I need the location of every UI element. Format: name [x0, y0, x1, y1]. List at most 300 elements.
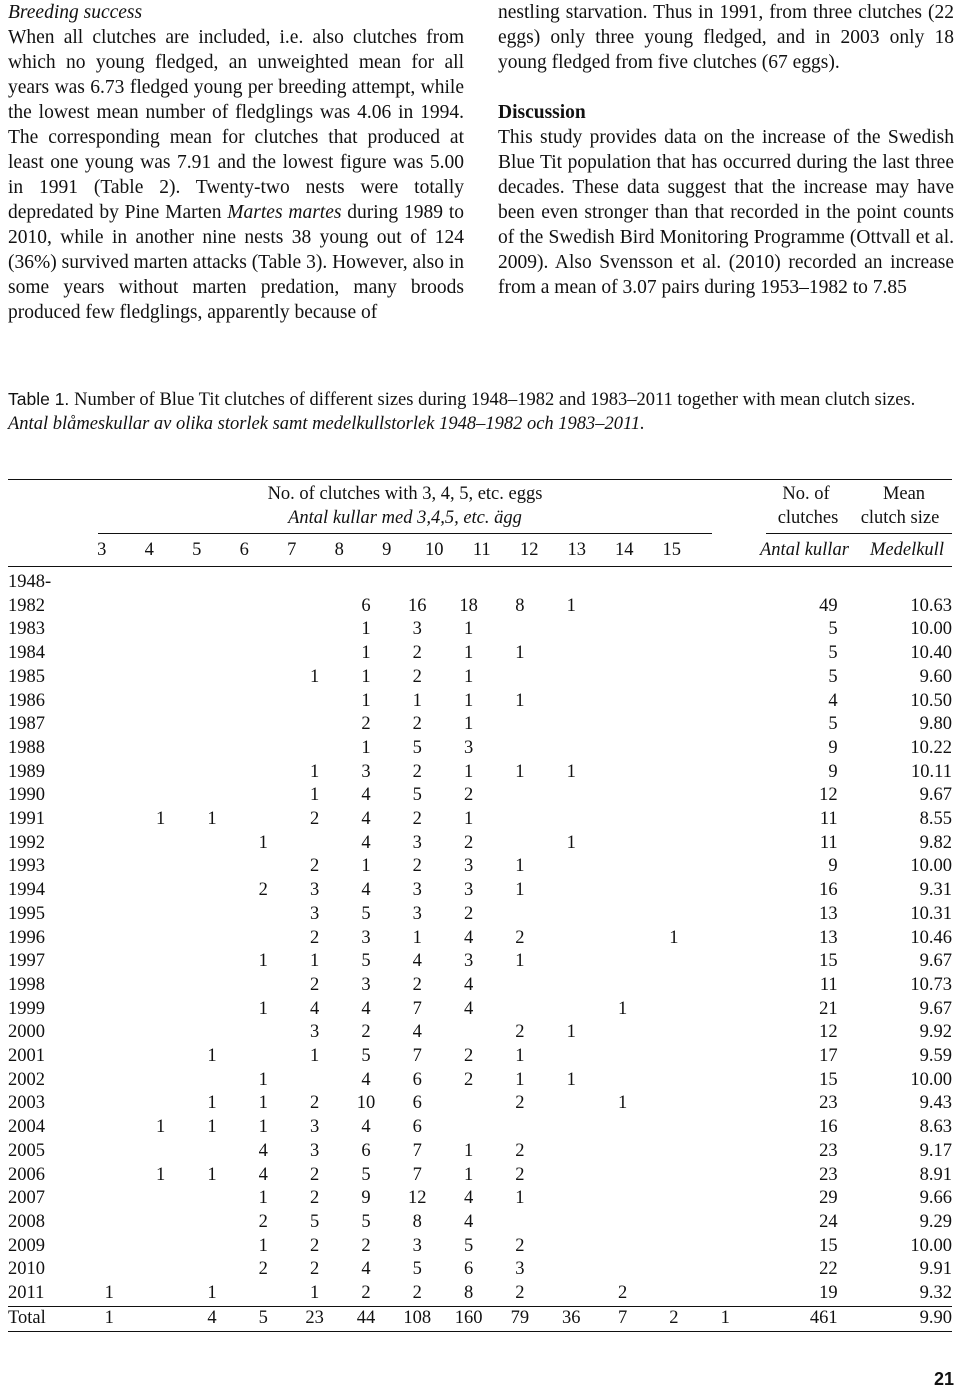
- total-count-cell: [135, 1306, 186, 1331]
- count-cell: 4: [361, 1117, 371, 1138]
- count-cell: 1: [309, 1283, 320, 1304]
- total-clutch-count: 461: [809, 1307, 838, 1328]
- count-cell: 1: [156, 809, 166, 830]
- count-cell: [84, 1069, 135, 1093]
- count-cell: [648, 618, 699, 642]
- count-cell: 1: [617, 998, 628, 1019]
- clutch-count-cell: 4: [828, 690, 838, 711]
- count-cell: [648, 761, 699, 785]
- caption-english-text: Number of Blue Tit clutches of different sizes during 1948–1982 and 1983–2011 together with mean clutch sizes.: [74, 390, 916, 410]
- header-count-swedish: Antal kullar: [760, 540, 849, 560]
- mean-clutch-size-cell: 10.00: [910, 619, 952, 640]
- table-row: [8, 1187, 952, 1211]
- count-cell: [186, 713, 237, 737]
- year-cell: 1992: [8, 832, 45, 853]
- clutch-count-cell: 16: [819, 1117, 838, 1138]
- clutch-count-cell: 12: [819, 785, 838, 806]
- count-cell: 2: [515, 1164, 525, 1185]
- count-cell: [700, 761, 751, 785]
- clutch-count-cell: 16: [819, 880, 838, 901]
- count-cell: 2: [309, 1188, 320, 1209]
- count-cell: [494, 903, 545, 927]
- count-cell: 1: [412, 927, 422, 948]
- total-count-cell: 1: [720, 1307, 730, 1328]
- clutch-count-cell: 29: [819, 1188, 838, 1209]
- mean-clutch-size-cell: 9.29: [919, 1211, 952, 1232]
- count-cell: [648, 1069, 699, 1093]
- count-cell: 8: [515, 595, 525, 616]
- count-cell: 10: [356, 1093, 376, 1114]
- count-cell: [238, 903, 289, 927]
- count-cell: 1: [566, 1069, 576, 1090]
- mean-clutch-size-cell: 9.92: [919, 1022, 952, 1043]
- count-cell: [135, 832, 186, 856]
- count-cell: 3: [309, 903, 320, 924]
- count-cell: 2: [412, 809, 422, 830]
- count-cell: 2: [412, 643, 422, 664]
- count-cell: 4: [361, 809, 371, 830]
- count-cell: 5: [412, 1259, 422, 1280]
- count-cell: [546, 1045, 597, 1069]
- count-cell: 2: [515, 1235, 525, 1256]
- mean-clutch-size-cell: 9.60: [919, 666, 952, 687]
- clutch-size-col-9: 9: [382, 540, 392, 560]
- count-cell: [238, 927, 289, 951]
- count-cell: 2: [463, 1069, 474, 1090]
- count-cell: 8: [412, 1211, 422, 1232]
- count-cell: [648, 974, 699, 998]
- count-cell: 4: [463, 1211, 474, 1232]
- count-cell: [700, 1187, 751, 1211]
- count-cell: [700, 927, 751, 951]
- clutch-count-cell: 13: [819, 927, 838, 948]
- count-cell: [186, 737, 237, 761]
- table-row: [8, 1211, 952, 1235]
- count-cell: [135, 713, 186, 737]
- year-cell: 2010: [8, 1259, 45, 1280]
- count-cell: [546, 1235, 597, 1259]
- count-cell: 2: [258, 880, 268, 901]
- total-count-cell: 23: [305, 1307, 324, 1328]
- table-row: [8, 1069, 952, 1093]
- count-cell: [186, 950, 237, 974]
- count-cell: [494, 737, 545, 761]
- count-cell: [135, 761, 186, 785]
- mean-clutch-size-cell: 9.66: [919, 1188, 952, 1209]
- count-cell: 4: [361, 1259, 371, 1280]
- count-cell: 1: [361, 737, 371, 758]
- count-cell: 5: [361, 903, 371, 924]
- count-cell: [84, 1187, 135, 1211]
- breeding-success-paragraph: [8, 25, 464, 325]
- count-cell: [84, 737, 135, 761]
- count-cell: [84, 1092, 135, 1116]
- count-cell: 1: [258, 1235, 268, 1256]
- header-mean-line1: Mean: [882, 484, 926, 504]
- count-cell: [84, 950, 135, 974]
- table-row: [8, 1258, 952, 1282]
- count-cell: [700, 855, 751, 879]
- year-cell: 2000: [8, 1022, 45, 1043]
- count-cell: [700, 666, 751, 690]
- count-cell: [186, 666, 237, 690]
- count-cell: 1: [515, 1069, 525, 1090]
- count-cell: 3: [309, 880, 320, 901]
- count-cell: 1: [463, 1140, 474, 1161]
- count-cell: 1: [566, 761, 576, 782]
- table-body: [8, 571, 952, 1332]
- count-cell: 3: [412, 1235, 422, 1256]
- table-row: [8, 713, 952, 737]
- count-cell: 3: [463, 951, 474, 972]
- mean-clutch-size-cell: 10.00: [910, 1069, 952, 1090]
- count-cell: [546, 950, 597, 974]
- table-row: [8, 1235, 952, 1259]
- count-cell: 12: [408, 1188, 427, 1209]
- count-cell: 1: [361, 643, 371, 664]
- year-cell: 1998: [8, 974, 45, 995]
- table-row: [8, 1092, 952, 1116]
- count-cell: [494, 998, 545, 1022]
- count-cell: [597, 1140, 648, 1164]
- clutch-size-col-4: 4: [144, 540, 154, 560]
- year-cell: 2006: [8, 1164, 45, 1185]
- count-cell: 5: [361, 1046, 371, 1067]
- count-cell: 2: [309, 1164, 320, 1185]
- count-cell: 1: [309, 761, 320, 782]
- year-cell: 1994: [8, 880, 45, 901]
- count-cell: 4: [463, 974, 474, 995]
- count-cell: [84, 1021, 135, 1045]
- count-cell: [597, 1235, 648, 1259]
- count-cell: [238, 618, 289, 642]
- count-cell: 1: [207, 809, 217, 830]
- mean-clutch-size-cell: 9.67: [919, 785, 952, 806]
- count-cell: 2: [412, 856, 422, 877]
- clutch-count-cell: 22: [819, 1259, 838, 1280]
- count-cell: [597, 690, 648, 714]
- count-cell: 2: [515, 1022, 525, 1043]
- count-cell: [186, 1021, 237, 1045]
- count-cell: 6: [361, 595, 371, 616]
- count-cell: [186, 784, 237, 808]
- count-cell: [648, 950, 699, 974]
- year-cell: 2009: [8, 1235, 45, 1256]
- count-cell: [135, 1069, 186, 1093]
- mean-clutch-size-cell: 10.50: [910, 690, 952, 711]
- count-cell: [648, 690, 699, 714]
- count-cell: [597, 1045, 648, 1069]
- mean-clutch-size-cell: 9.67: [919, 951, 952, 972]
- total-count-cell: 1: [104, 1307, 114, 1328]
- count-cell: 4: [412, 1022, 422, 1043]
- count-cell: [135, 950, 186, 974]
- count-cell: [700, 1092, 751, 1116]
- count-cell: [238, 855, 289, 879]
- count-cell: 3: [463, 737, 474, 758]
- clutch-count-cell: 23: [819, 1093, 838, 1114]
- count-cell: 4: [463, 998, 474, 1019]
- count-cell: 2: [463, 1046, 474, 1067]
- count-cell: [648, 903, 699, 927]
- count-cell: 7: [412, 1164, 422, 1185]
- count-cell: [186, 1140, 237, 1164]
- count-cell: [135, 1187, 186, 1211]
- count-cell: [289, 1069, 340, 1093]
- count-cell: [289, 713, 340, 737]
- count-cell: 1: [309, 666, 320, 687]
- total-row: [8, 1306, 952, 1331]
- count-cell: 1: [515, 1046, 525, 1067]
- count-cell: [700, 1116, 751, 1140]
- caption-swedish: Antal blåmeskullar av olika storlek samt medelkullstorlek 1948–1982 och 1983–2011.: [8, 414, 645, 434]
- count-cell: 4: [463, 1188, 474, 1209]
- table-row: [8, 1021, 952, 1045]
- count-cell: [597, 832, 648, 856]
- count-cell: 1: [463, 714, 474, 735]
- count-cell: 5: [361, 1211, 371, 1232]
- clutch-count-cell: 11: [819, 809, 838, 830]
- count-cell: 1: [207, 1164, 217, 1185]
- clutch-count-cell: 5: [828, 619, 838, 640]
- table-row: [8, 808, 952, 832]
- count-cell: [84, 666, 135, 690]
- count-cell: [494, 713, 545, 737]
- count-cell: [597, 927, 648, 951]
- mean-clutch-size-cell: 10.00: [910, 1235, 952, 1256]
- count-cell: 2: [515, 927, 525, 948]
- count-cell: [238, 808, 289, 832]
- count-cell: [648, 1187, 699, 1211]
- count-cell: [135, 903, 186, 927]
- count-cell: [597, 974, 648, 998]
- year-cell: 1991: [8, 809, 45, 830]
- count-cell: 1: [207, 1117, 217, 1138]
- count-cell: 6: [463, 1259, 474, 1280]
- count-cell: 1: [463, 761, 474, 782]
- count-cell: [289, 642, 340, 666]
- table-row: [8, 642, 952, 666]
- count-cell: [648, 595, 699, 619]
- count-cell: 5: [412, 785, 422, 806]
- clutch-count-cell: 17: [819, 1046, 838, 1067]
- year-cell: 1989: [8, 761, 45, 782]
- count-cell: [597, 784, 648, 808]
- count-cell: 1: [258, 832, 268, 853]
- count-cell: [186, 1069, 237, 1093]
- count-cell: 6: [412, 1069, 422, 1090]
- count-cell: 1: [515, 951, 525, 972]
- year-cell: 1984: [8, 643, 45, 664]
- count-cell: [238, 666, 289, 690]
- count-cell: [135, 1258, 186, 1282]
- count-cell: 2: [412, 974, 422, 995]
- count-cell: [135, 784, 186, 808]
- total-count-cell: 108: [403, 1307, 432, 1328]
- count-cell: [135, 1282, 186, 1306]
- count-cell: [546, 1211, 597, 1235]
- count-cell: [443, 1092, 494, 1116]
- count-cell: [84, 761, 135, 785]
- count-cell: 1: [361, 690, 371, 711]
- count-cell: [186, 903, 237, 927]
- mean-clutch-size-cell: 10.31: [910, 903, 952, 924]
- count-cell: [135, 618, 186, 642]
- clutch-count-cell: 23: [819, 1164, 838, 1185]
- discussion-paragraph: This study provides data on the increase of the Swedish Blue Tit population that has occurred during the last three decades. These data suggest that the increase may have been even stronger than that recorded in the point counts of the Swedish Bird Monitoring Programme (Ottvall et al. 2009). Also Svensson et al. (2010) recorded an increase from a mean of 3.07 pairs during 1953–1982 to 7.85: [498, 127, 954, 298]
- count-cell: [546, 879, 597, 903]
- count-cell: 2: [309, 809, 320, 830]
- count-cell: 4: [309, 998, 320, 1019]
- count-cell: [597, 950, 648, 974]
- count-cell: [546, 1116, 597, 1140]
- count-cell: [494, 1211, 545, 1235]
- count-cell: 3: [309, 1140, 320, 1161]
- count-cell: 6: [412, 1093, 422, 1114]
- total-count-cell: 160: [454, 1307, 483, 1328]
- mean-clutch-size-cell: 9.59: [919, 1046, 952, 1067]
- total-count-cell: 36: [562, 1307, 581, 1328]
- header-summary-underline: [766, 533, 952, 534]
- clutch-count-cell: 19: [819, 1283, 838, 1304]
- table-row: [8, 1282, 952, 1306]
- year-cell: 1995: [8, 903, 45, 924]
- count-cell: 1: [361, 666, 371, 687]
- count-cell: [135, 974, 186, 998]
- count-cell: 2: [412, 714, 422, 735]
- count-cell: [597, 642, 648, 666]
- count-cell: 5: [361, 951, 371, 972]
- table-row: [8, 998, 952, 1022]
- mean-clutch-size-cell: 9.17: [919, 1140, 952, 1161]
- count-cell: 1: [617, 1093, 628, 1114]
- total-count-cell: 44: [356, 1307, 376, 1328]
- table-row: [8, 737, 952, 761]
- year-cell: 1990: [8, 785, 45, 806]
- mean-clutch-size-cell: 8.63: [919, 1117, 952, 1138]
- count-cell: [700, 832, 751, 856]
- count-cell: [700, 950, 751, 974]
- count-cell: [135, 595, 186, 619]
- count-cell: [84, 1045, 135, 1069]
- count-cell: 8: [463, 1283, 474, 1304]
- count-cell: [84, 713, 135, 737]
- count-cell: 6: [361, 1140, 371, 1161]
- clutch-count-cell: 21: [819, 998, 838, 1019]
- paragraph-gap: [498, 75, 954, 100]
- count-cell: 1: [566, 832, 576, 853]
- count-cell: [186, 1258, 237, 1282]
- count-cell: 2: [515, 1283, 525, 1304]
- count-cell: [700, 1235, 751, 1259]
- mean-clutch-size-cell: 9.91: [919, 1259, 952, 1280]
- mean-clutch-size-cell: 10.40: [910, 643, 952, 664]
- count-cell: [546, 618, 597, 642]
- count-cell: [135, 855, 186, 879]
- count-cell: 2: [412, 761, 422, 782]
- count-cell: [84, 595, 135, 619]
- count-cell: [84, 808, 135, 832]
- count-cell: 2: [309, 974, 320, 995]
- table-row: [8, 690, 952, 714]
- count-cell: [289, 618, 340, 642]
- count-cell: 1: [515, 761, 525, 782]
- year-cell: 1985: [8, 666, 45, 687]
- count-cell: [186, 618, 237, 642]
- table-header: [8, 479, 952, 571]
- count-cell: 5: [463, 1235, 474, 1256]
- count-cell: 2: [361, 1283, 371, 1304]
- table-row: [8, 784, 952, 808]
- count-cell: 1: [104, 1283, 114, 1304]
- count-cell: [700, 690, 751, 714]
- count-cell: [443, 1116, 494, 1140]
- count-cell: 2: [515, 1140, 525, 1161]
- count-cell: [700, 1021, 751, 1045]
- count-cell: [186, 832, 237, 856]
- count-cell: 1: [258, 998, 268, 1019]
- total-count-cell: 7: [617, 1307, 628, 1328]
- count-cell: 3: [515, 1259, 525, 1280]
- count-cell: 2: [258, 1211, 268, 1232]
- mean-clutch-size-cell: 9.80: [919, 714, 952, 735]
- count-cell: [597, 666, 648, 690]
- count-cell: [546, 808, 597, 832]
- page-number: 21: [933, 1369, 954, 1389]
- count-cell: 4: [258, 1164, 268, 1185]
- table-row: [8, 1140, 952, 1164]
- clutch-size-col-3: 3: [97, 540, 107, 560]
- count-cell: [597, 879, 648, 903]
- mean-clutch-size-cell: 10.63: [910, 595, 952, 616]
- count-cell: 2: [309, 856, 320, 877]
- clutch-count-cell: 5: [828, 714, 838, 735]
- year-cell: 1993: [8, 856, 45, 877]
- count-cell: 2: [361, 1022, 371, 1043]
- count-cell: [238, 1045, 289, 1069]
- paragraph-text-part-1: When all clutches are included, i.e. also clutches from which no young fledged, an unweighted mean for all years was 6.73 fledged young per breeding attempt, while the lowest mean number of fledglings was 4.06 in 1994. The corresponding mean for clutches that produced at least one young was 7.91 and the lowest figure was 5.00 in 1991 (Table 2). Twenty-two nests were totally depredated by Pine Marten: [8, 27, 464, 223]
- count-cell: [135, 879, 186, 903]
- count-cell: [238, 784, 289, 808]
- count-cell: [546, 855, 597, 879]
- count-cell: [494, 808, 545, 832]
- count-cell: [546, 903, 597, 927]
- count-cell: 1: [309, 785, 320, 806]
- year-cell: 2001: [8, 1046, 45, 1067]
- count-cell: [135, 642, 186, 666]
- clutch-count-cell: 5: [828, 666, 838, 687]
- count-cell: [597, 1021, 648, 1045]
- count-cell: 1: [669, 927, 679, 948]
- count-cell: [597, 855, 648, 879]
- count-cell: 1: [309, 1046, 320, 1067]
- clutch-size-col-6: 6: [239, 540, 249, 560]
- species-latin-name: Martes martes: [227, 202, 342, 223]
- count-cell: [84, 998, 135, 1022]
- count-cell: [238, 761, 289, 785]
- clutch-count-cell: 5: [828, 643, 838, 664]
- year-cell: 1982: [8, 595, 45, 616]
- count-cell: [648, 1211, 699, 1235]
- count-cell: [238, 1021, 289, 1045]
- count-cell: [494, 784, 545, 808]
- header-mean-swedish: Medelkull: [870, 540, 944, 560]
- count-cell: 1: [412, 690, 422, 711]
- caption-label: Table 1.: [8, 389, 70, 409]
- count-cell: [546, 666, 597, 690]
- count-cell: 6: [412, 1117, 422, 1138]
- year-cell: 1999: [8, 998, 45, 1019]
